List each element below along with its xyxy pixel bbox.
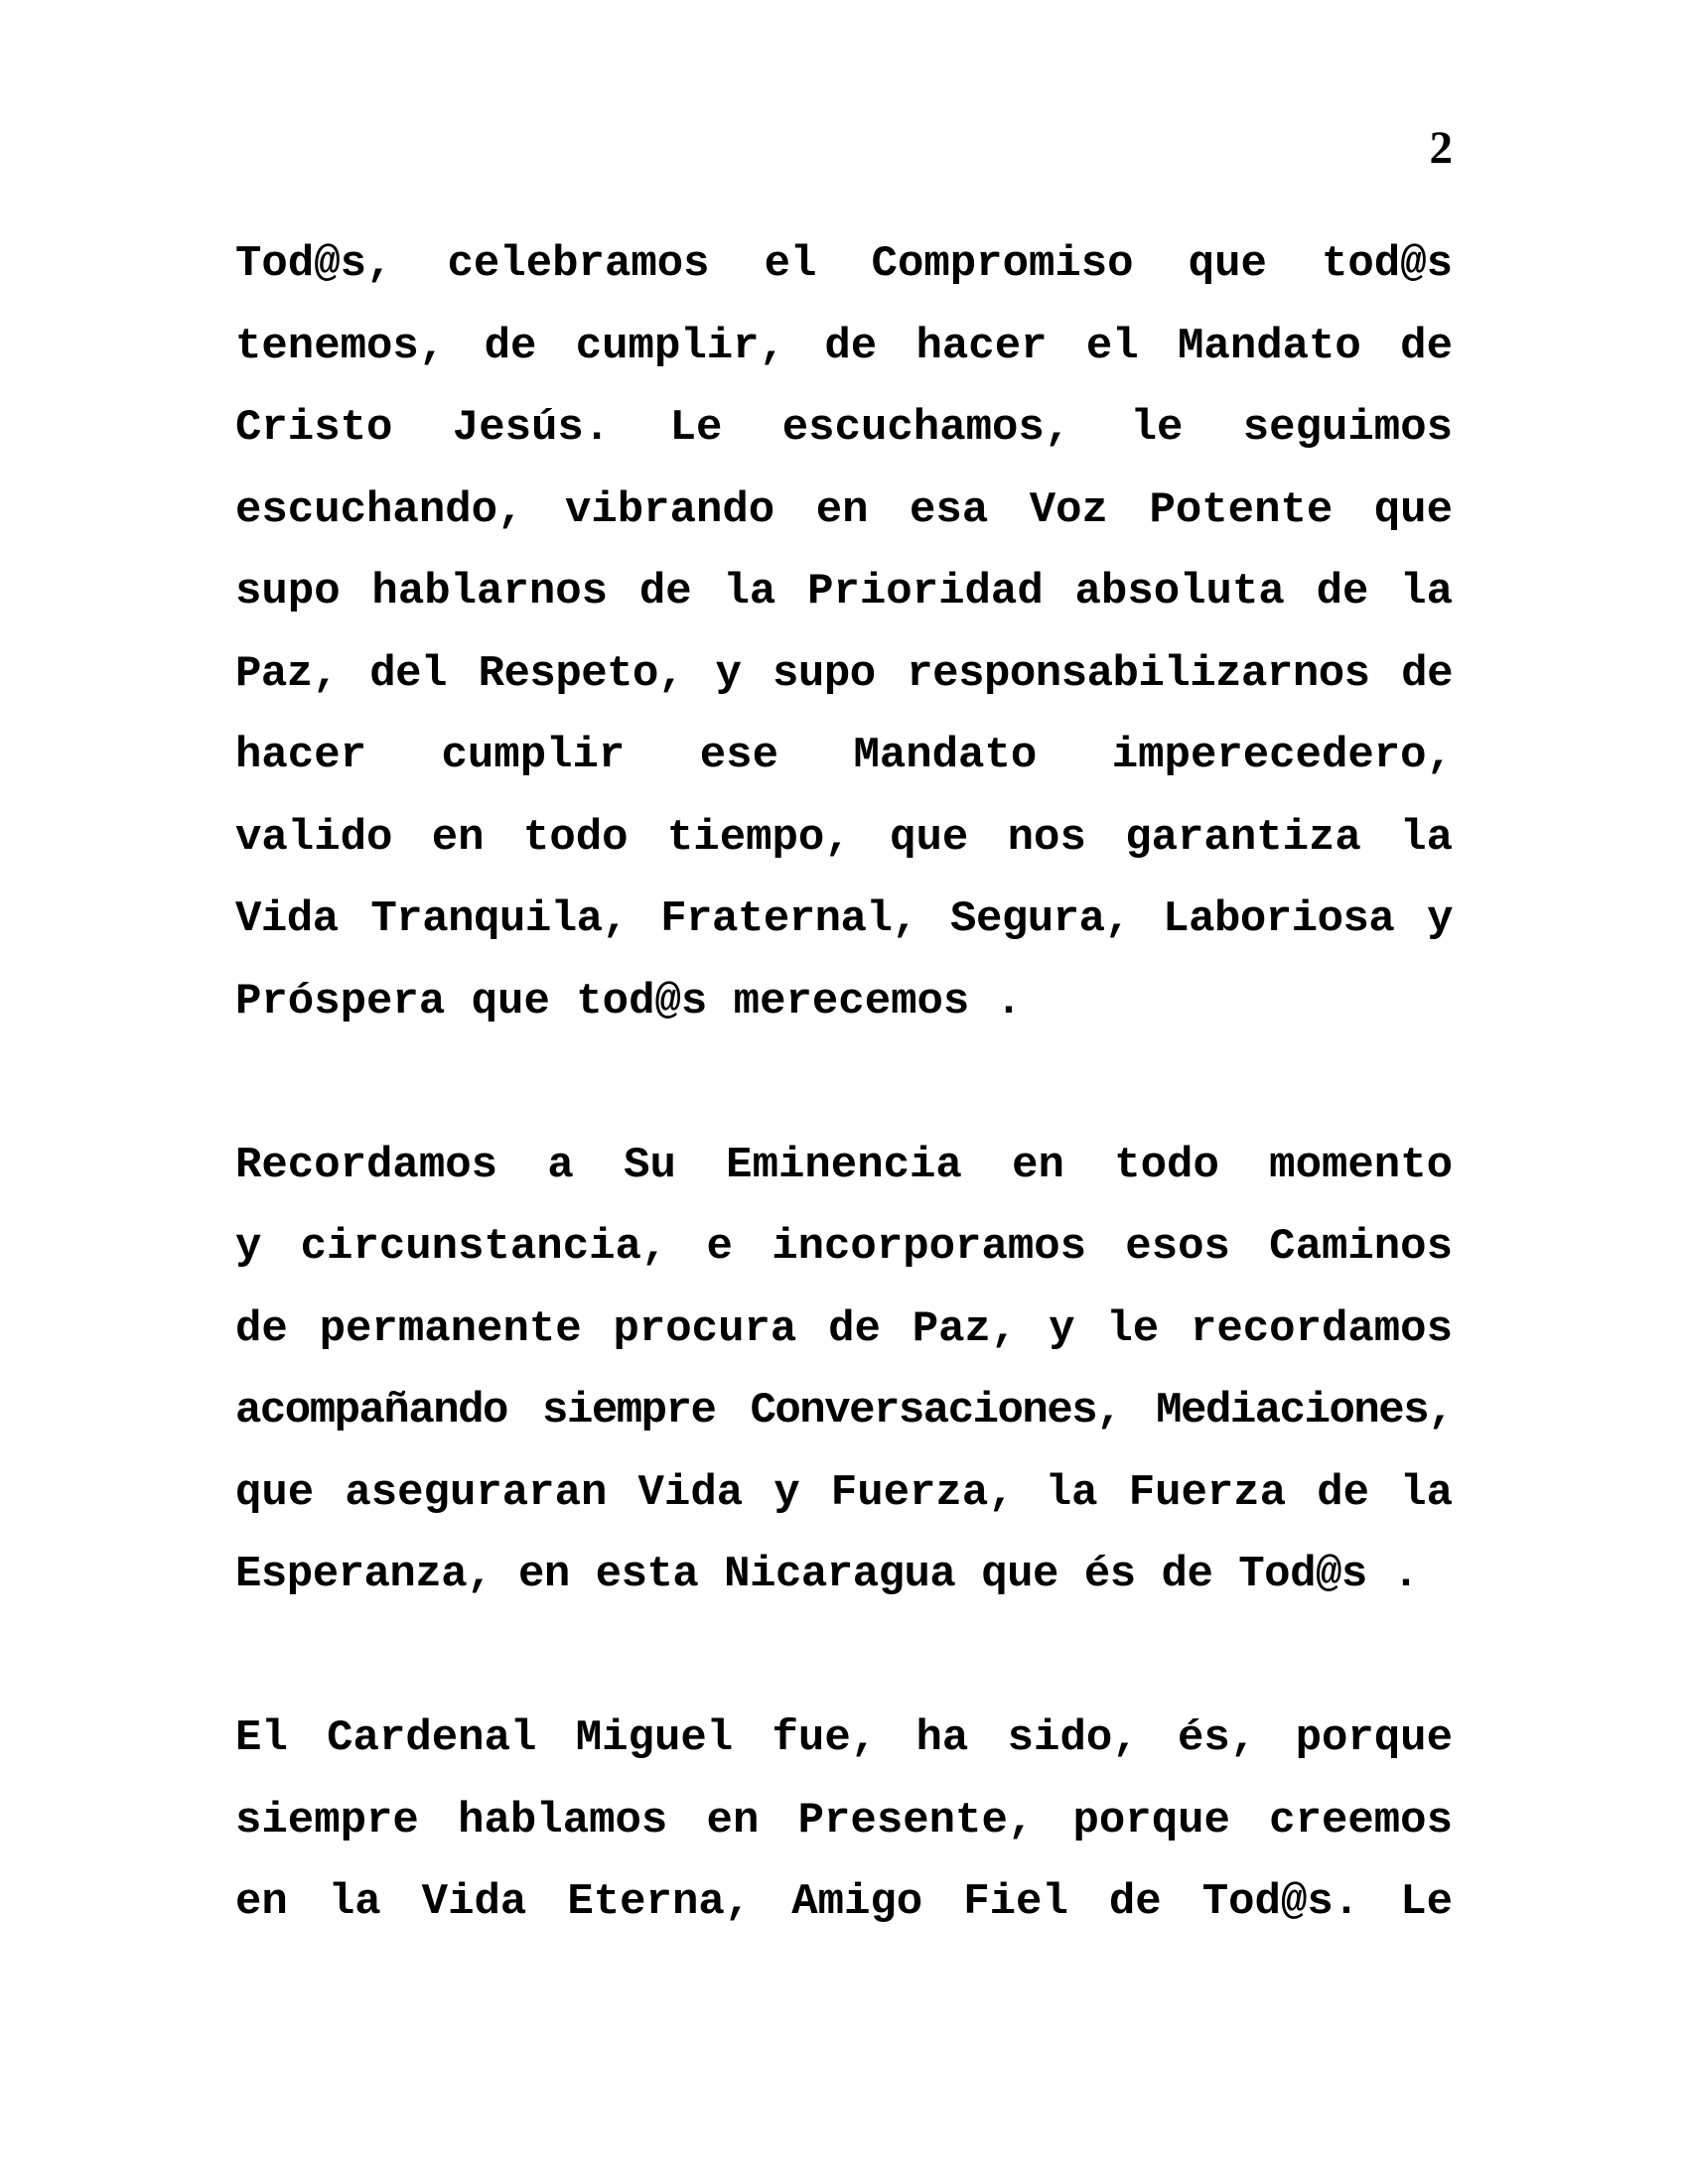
- text-line: escuchando, vibrando en esa Voz Potente que: [235, 484, 1453, 535]
- paragraph: [235, 1125, 1453, 1616]
- page-number: 2: [1429, 122, 1453, 174]
- document-body: [235, 223, 1453, 1944]
- text-line: Próspera que tod@s merecemos .: [235, 976, 1023, 1026]
- text-line: en la Vida Eterna, Amigo Fiel de Tod@s. Le: [235, 1877, 1453, 1927]
- paragraph: [235, 1698, 1453, 1944]
- text-line: valido en todo tiempo, que nos garantiza la: [235, 812, 1453, 863]
- text-line: Recordamos a Su Eminencia en todo momento: [235, 1140, 1453, 1190]
- text-line: siempre hablamos en Presente, porque creemos: [235, 1795, 1453, 1845]
- text-line: de permanente procura de Paz, y le recordamos: [235, 1303, 1453, 1354]
- text-line: acompañando siempre Conversaciones, Mediaciones,: [235, 1386, 1453, 1435]
- text-line: tenemos, de cumplir, de hacer el Mandato de: [235, 321, 1453, 371]
- text-line: Tod@s, celebramos el Compromiso que tod@s: [235, 239, 1453, 289]
- text-line: Paz, del Respeto, y supo responsabilizarnos de: [235, 648, 1453, 699]
- text-line: El Cardenal Miguel fue, ha sido, és, porque: [235, 1713, 1453, 1763]
- text-line: y circunstancia, e incorporamos esos Caminos: [235, 1222, 1453, 1272]
- text-line: supo hablarnos de la Prioridad absoluta de la: [235, 567, 1453, 616]
- paragraph: [235, 223, 1453, 1042]
- text-line: hacer cumplir ese Mandato imperecedero,: [235, 731, 1453, 780]
- text-line: que aseguraran Vida y Fuerza, la Fuerza de la: [235, 1467, 1453, 1518]
- text-line: Esperanza, en esta Nicaragua que és de Tod@s .: [235, 1550, 1419, 1599]
- text-line: Cristo Jesús. Le escuchamos, le seguimos: [235, 403, 1453, 453]
- text-line: Vida Tranquila, Fraternal, Segura, Laboriosa y: [235, 894, 1453, 944]
